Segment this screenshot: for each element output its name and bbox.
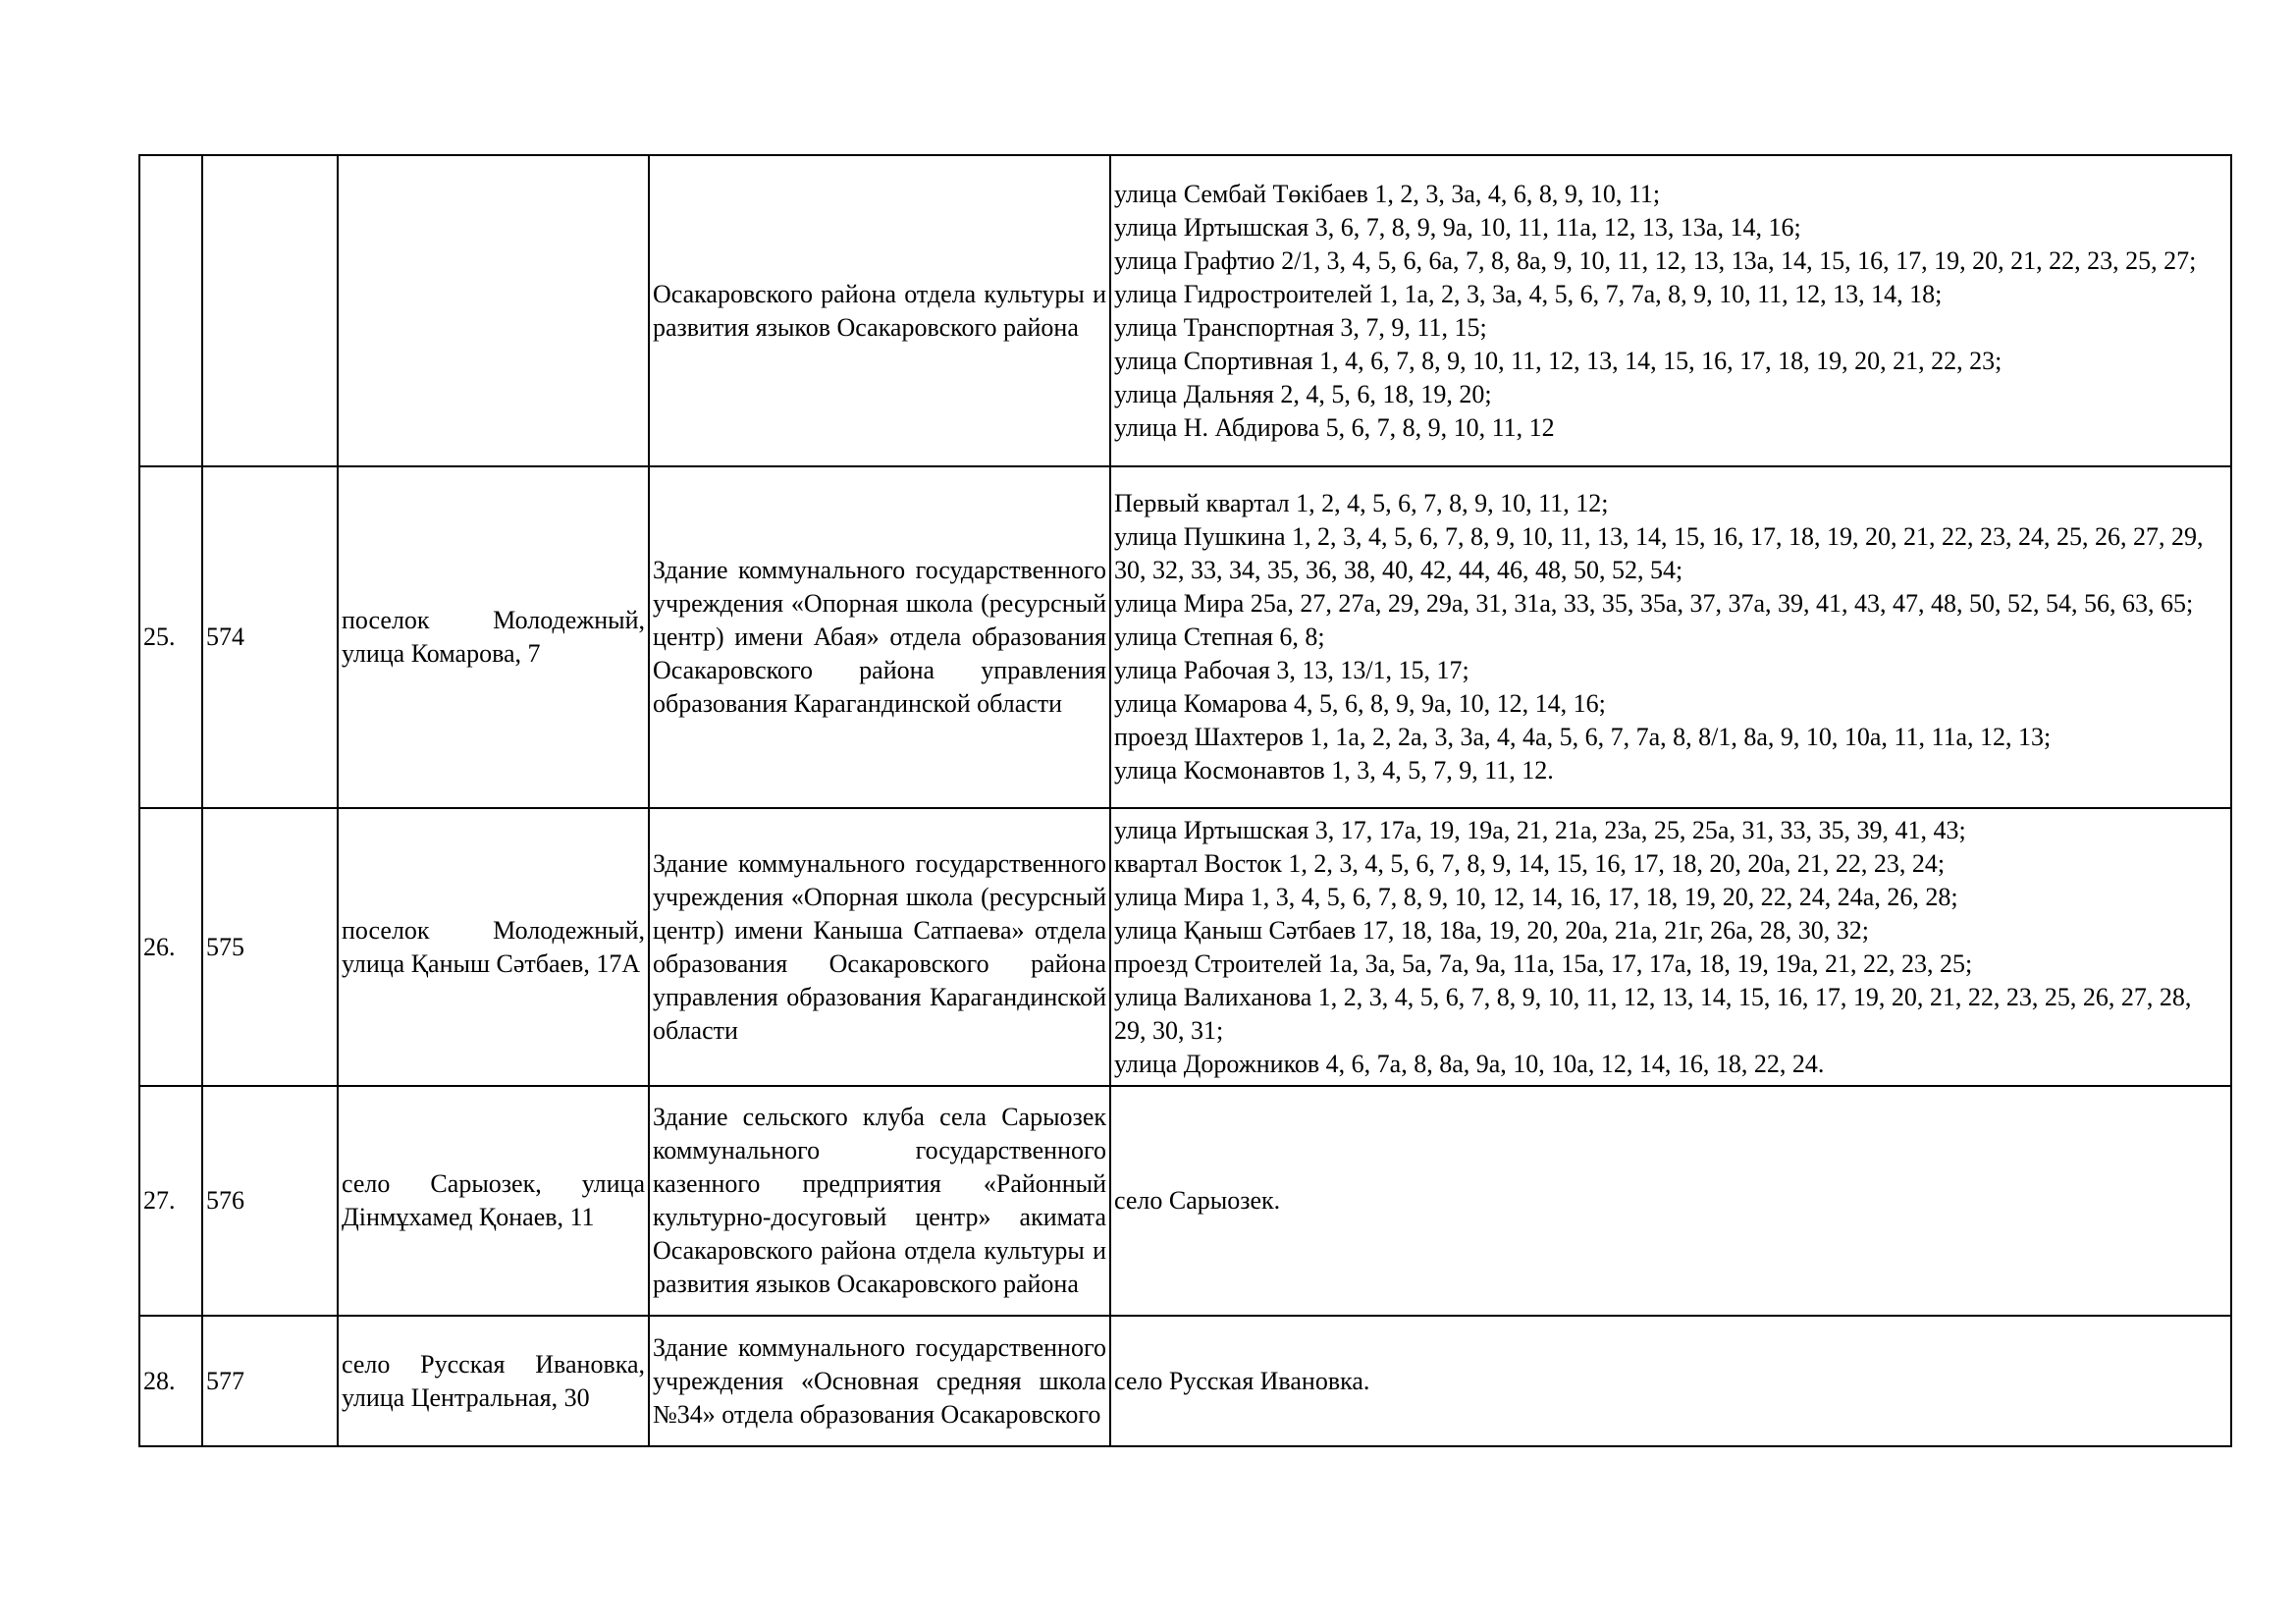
- row-number-cell: 28.: [139, 1316, 202, 1446]
- location-cell: село Сарыозек, улица Дінмұхамед Қонаев, 11: [338, 1086, 649, 1316]
- street-line: улица Степная 6, 8;: [1114, 623, 1325, 651]
- street-line: село Русская Ивановка.: [1114, 1366, 1370, 1395]
- table-row: [139, 808, 2231, 1086]
- street-line: улица Гидростроителей 1, 1а, 2, 3, 3а, 4, 5, 6, 7, 7а, 8, 9, 10, 11, 12, 13, 14, 18;: [1114, 279, 1943, 308]
- street-line: улица Пушкина 1, 2, 3, 4, 5, 6, 7, 8, 9, 10, 11, 13, 14, 15, 16, 17, 18, 19, 20, 21, 22, 23, 24, 25, 26, 27, 29, 30, 32, 33, 34, 35, 36, 38, 40, 42, 44, 46, 48, 50, 52, 54;: [1114, 522, 2204, 584]
- table-row: [139, 155, 2231, 466]
- building-cell: Здание коммунального государственного учреждения «Опорная школа (ресурсный центр) имени Каныша Сатпаева» отдела образования Осакаровского района управления образования Карагандинской области: [649, 808, 1110, 1086]
- row-number-cell: 26.: [139, 808, 202, 1086]
- polling-stations-table: [138, 154, 2232, 1447]
- building-cell: Осакаровского района отдела культуры и развития языков Осакаровского района: [649, 155, 1110, 466]
- building-cell: Здание сельского клуба села Сарыозек коммунального государственного казенного предприятия «Районный культурно-досуговый центр» акимата Осакаровского района отдела культуры и развития языков Осакаровского района: [649, 1086, 1110, 1316]
- station-id-cell: 577: [202, 1316, 338, 1446]
- street-line: улица Рабочая 3, 13, 13/1, 15, 17;: [1114, 656, 1469, 684]
- street-line: квартал Восток 1, 2, 3, 4, 5, 6, 7, 8, 9, 14, 15, 16, 17, 18, 20, 20а, 21, 22, 23, 24;: [1114, 848, 1946, 878]
- street-line: улица Иртышская 3, 17, 17а, 19, 19а, 21, 21а, 23а, 25, 25а, 31, 33, 35, 39, 41, 43;: [1114, 815, 1966, 844]
- row-number-cell: 27.: [139, 1086, 202, 1316]
- street-line: улица Графтио 2/1, 3, 4, 5, 6, 6а, 7, 8, 8а, 9, 10, 11, 12, 13, 13а, 14, 15, 16, 17, 19, 20, 21, 22, 23, 25, 27;: [1114, 245, 2197, 275]
- streets-cell: [1110, 1086, 2231, 1316]
- row-number-cell: 25.: [139, 466, 202, 808]
- building-cell: Здание коммунального государственного учреждения «Опорная школа (ресурсный центр) имени Абая» отдела образования Осакаровского района управления образования Карагандинской области: [649, 466, 1110, 808]
- street-line: улица Дальняя 2, 4, 5, 6, 18, 19, 20;: [1114, 379, 1492, 408]
- table-row: [139, 1316, 2231, 1446]
- street-line: улица Валиханова 1, 2, 3, 4, 5, 6, 7, 8, 9, 10, 11, 12, 13, 14, 15, 16, 17, 19, 20, 21, 22, 23, 25, 26, 27, 28, 29, 30, 31;: [1114, 982, 2192, 1045]
- street-line: улица Мира 1, 3, 4, 5, 6, 7, 8, 9, 10, 12, 14, 16, 17, 18, 19, 20, 22, 24, 24а, 26, 28;: [1114, 882, 1958, 911]
- street-line: улица Қаныш Сәтбаев 17, 18, 18а, 19, 20, 20а, 21а, 21г, 26а, 28, 30, 32;: [1114, 915, 1869, 945]
- building-cell: Здание коммунального государственного учреждения «Основная средняя школа №34» отдела образования Осакаровского: [649, 1316, 1110, 1446]
- street-line: улица Спортивная 1, 4, 6, 7, 8, 9, 10, 11, 12, 13, 14, 15, 16, 17, 18, 19, 20, 21, 22, 23;: [1114, 346, 2002, 375]
- street-line: улица Дорожников 4, 6, 7а, 8, 8а, 9а, 10, 10а, 12, 14, 16, 18, 22, 24.: [1114, 1049, 1825, 1078]
- street-line: проезд Шахтеров 1, 1а, 2, 2а, 3, 3а, 4, 4а, 5, 6, 7, 7а, 8, 8/1, 8а, 9, 10, 10а, 11, 11а, 12, 13;: [1114, 723, 2052, 751]
- street-line: улица Н. Абдирова 5, 6, 7, 8, 9, 10, 11, 12: [1114, 412, 1555, 442]
- street-line: Первый квартал 1, 2, 4, 5, 6, 7, 8, 9, 10, 11, 12;: [1114, 489, 1609, 517]
- station-id-cell: 576: [202, 1086, 338, 1316]
- street-line: улица Иртышская 3, 6, 7, 8, 9, 9а, 10, 11, 11а, 12, 13, 13а, 14, 16;: [1114, 212, 1801, 242]
- street-line: улица Мира 25а, 27, 27а, 29, 29а, 31, 31а, 33, 35, 35а, 37, 37а, 39, 41, 43, 47, 48, 50, 52, 54, 56, 63, 65;: [1114, 589, 2194, 618]
- streets-cell: [1110, 466, 2231, 808]
- station-id-cell: [202, 155, 338, 466]
- street-line: улица Космонавтов 1, 3, 4, 5, 7, 9, 11, 12.: [1114, 756, 1554, 785]
- street-line: село Сарыозек.: [1114, 1186, 1281, 1215]
- table-row: [139, 466, 2231, 808]
- streets-cell: [1110, 155, 2231, 466]
- table-row: [139, 1086, 2231, 1316]
- station-id-cell: 575: [202, 808, 338, 1086]
- street-line: улица Комарова 4, 5, 6, 8, 9, 9а, 10, 12, 14, 16;: [1114, 689, 1606, 718]
- streets-cell: [1110, 808, 2231, 1086]
- location-cell: [338, 155, 649, 466]
- row-number-cell: [139, 155, 202, 466]
- street-line: улица Транспортная 3, 7, 9, 11, 15;: [1114, 312, 1487, 342]
- location-cell: поселок Молодежный, улица Комарова, 7: [338, 466, 649, 808]
- street-line: улица Сембай Төкібаев 1, 2, 3, 3а, 4, 6, 8, 9, 10, 11;: [1114, 179, 1661, 208]
- streets-cell: [1110, 1316, 2231, 1446]
- location-cell: поселок Молодежный, улица Қаныш Сәтбаев, 17А: [338, 808, 649, 1086]
- street-line: проезд Строителей 1а, 3а, 5а, 7а, 9а, 11а, 15а, 17, 17а, 18, 19, 19а, 21, 22, 23, 25;: [1114, 948, 1973, 978]
- location-cell: село Русская Ивановка, улица Центральная, 30: [338, 1316, 649, 1446]
- station-id-cell: 574: [202, 466, 338, 808]
